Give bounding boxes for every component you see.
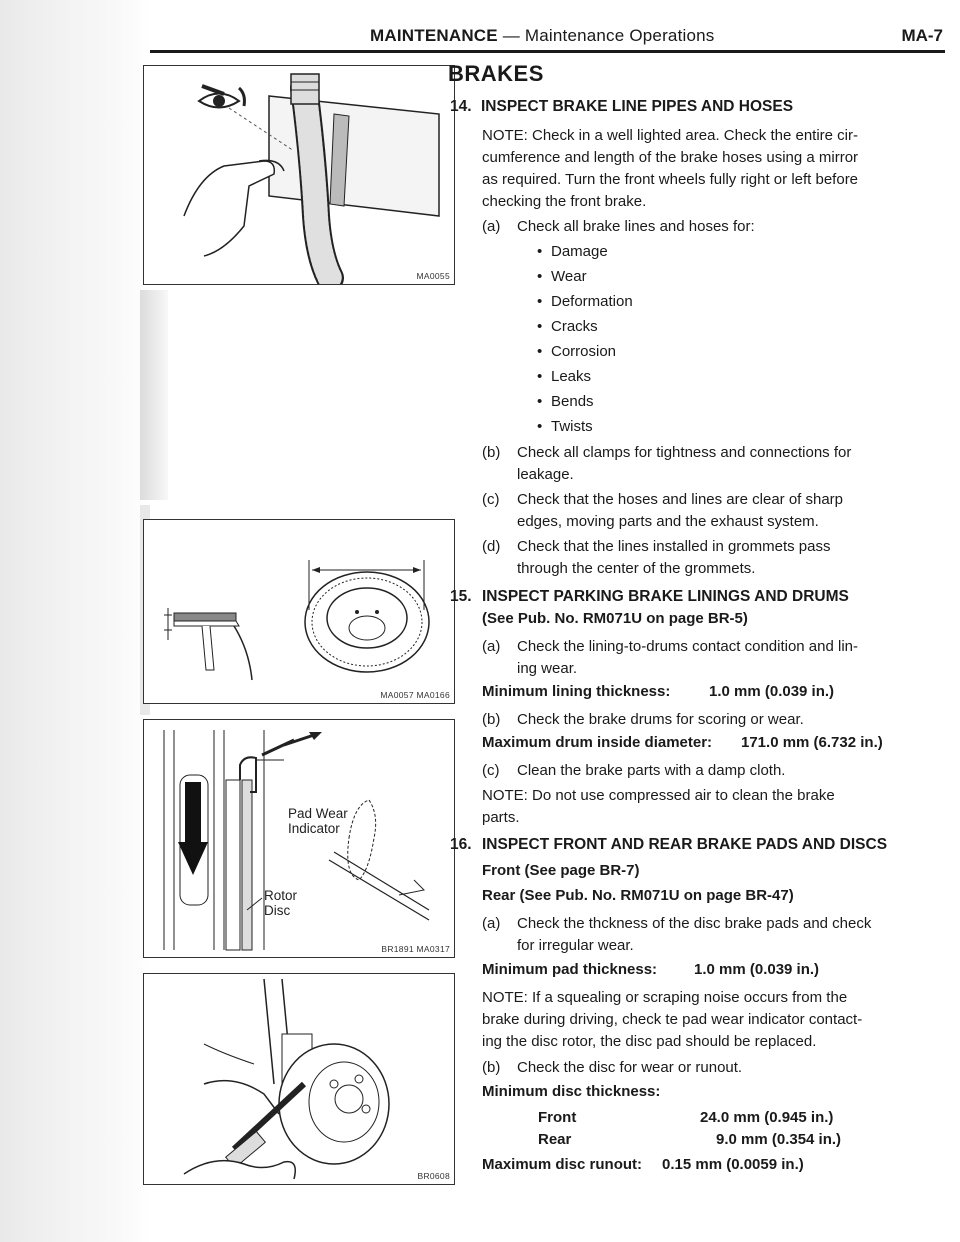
bullet-item: • Wear bbox=[537, 268, 587, 285]
item-marker: (a) bbox=[482, 218, 501, 235]
step-number: 14. bbox=[450, 98, 472, 115]
note-line: checking the front brake. bbox=[482, 193, 647, 210]
lining-drum-illustration bbox=[144, 520, 454, 703]
rotor-label: Rotor bbox=[264, 888, 298, 903]
spec-sublabel-front: Front bbox=[538, 1109, 577, 1126]
section-title: BRAKES bbox=[448, 61, 544, 86]
step-number: 15. bbox=[450, 588, 472, 605]
item-text: Clean the brake parts with a damp cloth. bbox=[517, 762, 786, 779]
figure-disc-measurement bbox=[143, 973, 455, 1185]
pad-wear-label bbox=[288, 806, 348, 836]
item-text: edges, moving parts and the exhaust system. bbox=[517, 513, 819, 530]
pad-wear-illustration bbox=[144, 720, 454, 957]
step-title: INSPECT PARKING BRAKE LININGS AND DRUMS bbox=[482, 588, 849, 605]
reference-note: (See Pub. No. RM071U on page BR-5) bbox=[482, 610, 748, 627]
reference-note: Front (See page BR-7) bbox=[482, 862, 640, 879]
step-title: INSPECT BRAKE LINE PIPES AND HOSES bbox=[481, 98, 794, 115]
note-line: cumference and length of the brake hoses using a mirror bbox=[482, 149, 859, 166]
bullet-item: • Twists bbox=[537, 418, 593, 435]
reference-note: Rear (See Pub. No. RM071U on page BR-47) bbox=[482, 887, 794, 904]
note-line: NOTE: If a squealing or scraping noise occurs from the bbox=[482, 989, 848, 1006]
item-marker: (c) bbox=[482, 762, 500, 779]
figure-code: MA0057 MA0166 bbox=[380, 690, 450, 700]
spec-label: Maximum disc runout: bbox=[482, 1156, 643, 1173]
item-text: Check the brake drums for scoring or wear. bbox=[517, 711, 804, 728]
bullet-item: • Cracks bbox=[537, 318, 598, 335]
figure-code: MA0055 bbox=[416, 271, 450, 281]
header-subtitle: — Maintenance Operations bbox=[502, 26, 715, 45]
page-header bbox=[150, 26, 945, 53]
step-number: 16. bbox=[450, 836, 472, 853]
spec-label: Minimum pad thickness: bbox=[482, 961, 658, 978]
item-marker: (a) bbox=[482, 638, 501, 655]
bullet-item: • Damage bbox=[537, 243, 608, 260]
pad-wear-label-line1: Pad Wear bbox=[288, 806, 348, 821]
spec-value: 1.0 mm (0.039 in.) bbox=[694, 961, 820, 978]
rotor-disc-label bbox=[264, 888, 297, 918]
item-text: Check the thckness of the disc brake pads and check bbox=[517, 915, 872, 932]
item-marker: (b) bbox=[482, 444, 501, 461]
spec-label: Minimum disc thickness: bbox=[482, 1083, 661, 1100]
step-title: INSPECT FRONT AND REAR BRAKE PADS AND DISCS bbox=[482, 836, 888, 853]
note-line: brake during driving, check te pad wear indicator contact- bbox=[482, 1011, 863, 1028]
spec-value: 1.0 mm (0.039 in.) bbox=[709, 683, 835, 700]
spec-label: Maximum drum inside diameter: bbox=[482, 734, 713, 751]
hose-inspection-illustration bbox=[144, 66, 454, 284]
spec-value-rear: 9.0 mm (0.354 in.) bbox=[716, 1131, 842, 1148]
bullet-item: • Corrosion bbox=[537, 343, 617, 360]
item-text: ing wear. bbox=[517, 660, 578, 677]
note-line: NOTE: Check in a well lighted area. Check the entire cir- bbox=[482, 127, 858, 144]
spec-value: 0.15 mm (0.0059 in.) bbox=[662, 1156, 804, 1173]
note-line: NOTE: Do not use compressed air to clean the brake bbox=[482, 787, 835, 804]
figure-pad-wear-indicator bbox=[143, 719, 455, 958]
item-text: Check all clamps for tightness and connections for bbox=[517, 444, 852, 461]
item-text: Check the disc for wear or runout. bbox=[517, 1059, 743, 1076]
bullet-item: • Deformation bbox=[537, 293, 633, 310]
header-section: MAINTENANCE bbox=[370, 26, 498, 45]
bullet-item: • Leaks bbox=[537, 368, 592, 385]
disc-measurement-illustration bbox=[144, 974, 454, 1184]
item-marker: (c) bbox=[482, 491, 500, 508]
item-marker: (a) bbox=[482, 915, 501, 932]
bullet-item: • Bends bbox=[537, 393, 594, 410]
item-text: Check all brake lines and hoses for: bbox=[517, 218, 755, 235]
spec-label: Minimum lining thickness: bbox=[482, 683, 671, 700]
item-marker: (b) bbox=[482, 711, 501, 728]
disc-label: Disc bbox=[264, 903, 291, 918]
binding-shadow bbox=[0, 0, 150, 1242]
header-title bbox=[370, 26, 715, 46]
item-text: through the center of the grommets. bbox=[517, 560, 756, 577]
item-text: Check the lining-to-drums contact condition and lin- bbox=[517, 638, 859, 655]
figure-code: BR0608 bbox=[417, 1171, 450, 1181]
spec-sublabel-rear: Rear bbox=[538, 1131, 572, 1148]
note-line: ing the disc rotor, the disc pad should be replaced. bbox=[482, 1033, 817, 1050]
item-text: for irregular wear. bbox=[517, 937, 634, 954]
item-marker: (b) bbox=[482, 1059, 501, 1076]
item-marker: (d) bbox=[482, 538, 501, 555]
note-line: as required. Turn the front wheels fully right or left before bbox=[482, 171, 859, 188]
pad-wear-label-line2: Indicator bbox=[288, 821, 340, 836]
figure-hose-inspection bbox=[143, 65, 455, 285]
spec-value: 171.0 mm (6.732 in.) bbox=[741, 734, 883, 751]
note-line: parts. bbox=[482, 809, 520, 826]
scan-artifact bbox=[140, 290, 168, 500]
figure-lining-drum bbox=[143, 519, 455, 704]
spec-value-front: 24.0 mm (0.945 in.) bbox=[700, 1109, 834, 1126]
item-text: Check that the hoses and lines are clear of sharp bbox=[517, 491, 844, 508]
figure-code: BR1891 MA0317 bbox=[381, 944, 450, 954]
item-text: leakage. bbox=[517, 466, 574, 483]
page-number: MA-7 bbox=[901, 26, 943, 45]
item-text: Check that the lines installed in grommets pass bbox=[517, 538, 831, 555]
